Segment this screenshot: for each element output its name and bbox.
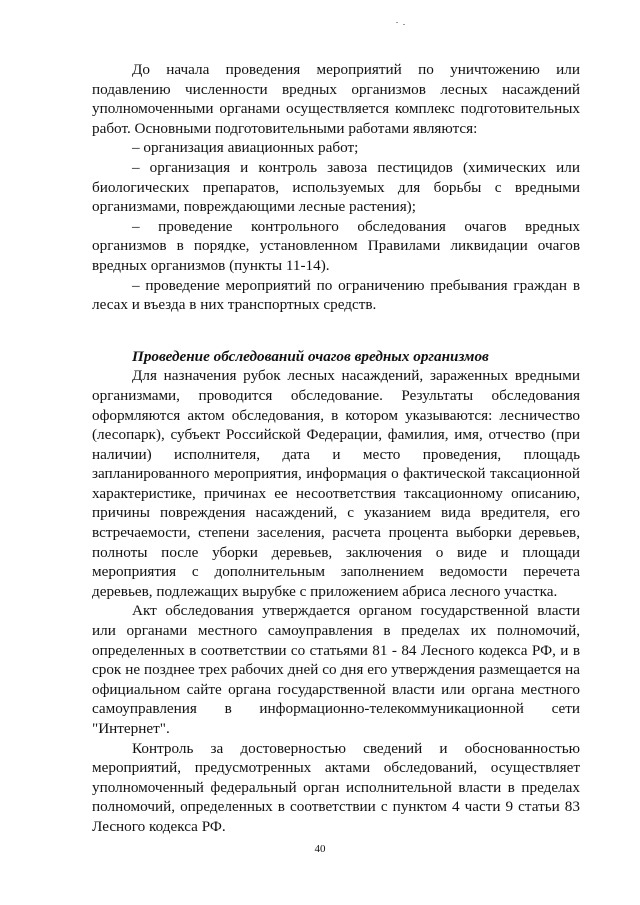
scan-speck xyxy=(403,24,405,25)
section-paragraph-control: Контроль за достоверностью сведений и обоснованностью мероприятий, предусмотренных актами обследований, осуществляет уполномоченный федеральный орган исполнительной власти в пределах полномочий, определенных в соответствии с пунктом 4 части 9 статьи 83 Лесного кодекса РФ. xyxy=(92,739,580,835)
section-paragraph-approval: Акт обследования утверждается органом государственной власти или органами местного самоуправления в пределах их полномочий, определенных в соответствии со статьями 81 - 84 Лесного кодекса РФ, и в срок не позднее трех рабочих дней со дня его утверждения размещается на официальном сайте органа государственной власти или органа местного самоуправления в информационно-телекоммуникационной сети "Интернет". xyxy=(92,602,580,737)
scan-speck xyxy=(396,22,398,23)
prep-item-aviation: – организация авиационных работ; xyxy=(132,139,359,157)
page-number: 40 xyxy=(314,843,326,855)
document-page xyxy=(92,60,580,837)
intro-paragraph: До начала проведения мероприятий по уничтожению или подавлению численности вредных организмов лесных насаждений уполномоченными органами осуществляется комплекс подготовительных работ. Основными подготовительными работами являются: xyxy=(92,61,580,137)
section-spacer xyxy=(92,315,580,347)
section-heading: Проведение обследований очагов вредных организмов xyxy=(132,347,489,365)
section-paragraph-survey: Для назначения рубок лесных насаждений, зараженных вредными организмами, проводится обследование. Результаты обследования оформляются актом обследования, в котором указываются: лесничество (лесопарк), субъект Российской Федерации, фамилия, имя, отчество (при наличии) исполнителя, дата и место проведения, площадь запланированного мероприятия, информация о фактической таксационной характеристике, причинах ее несоответствия таксационному описанию, причины повреждения насаждений, с указанием вида вредителя, его встречаемости, степени заселения, расчета процента выборки деревьев, полноты после уборки деревьев, заключения о виде и площади мероприятия с дополнительным заполнением ведомости перечета деревьев, подлежащих вырубке с приложением абриса лесного участка. xyxy=(92,367,580,600)
prep-item-pesticides: – организация и контроль завоза пестицидов (химических или биологических препаратов, используемых для борьбы с вредными организмами, повреждающими лесные растения); xyxy=(92,158,580,216)
prep-item-control-survey: – проведение контрольного обследования очагов вредных организмов в порядке, установленном Правилами ликвидации очагов вредных организмов (пункты 11-14). xyxy=(92,217,580,274)
prep-item-access-restriction: – проведение мероприятий по ограничению пребывания граждан в лесах и въезда в них транспортных средств. xyxy=(92,276,580,314)
